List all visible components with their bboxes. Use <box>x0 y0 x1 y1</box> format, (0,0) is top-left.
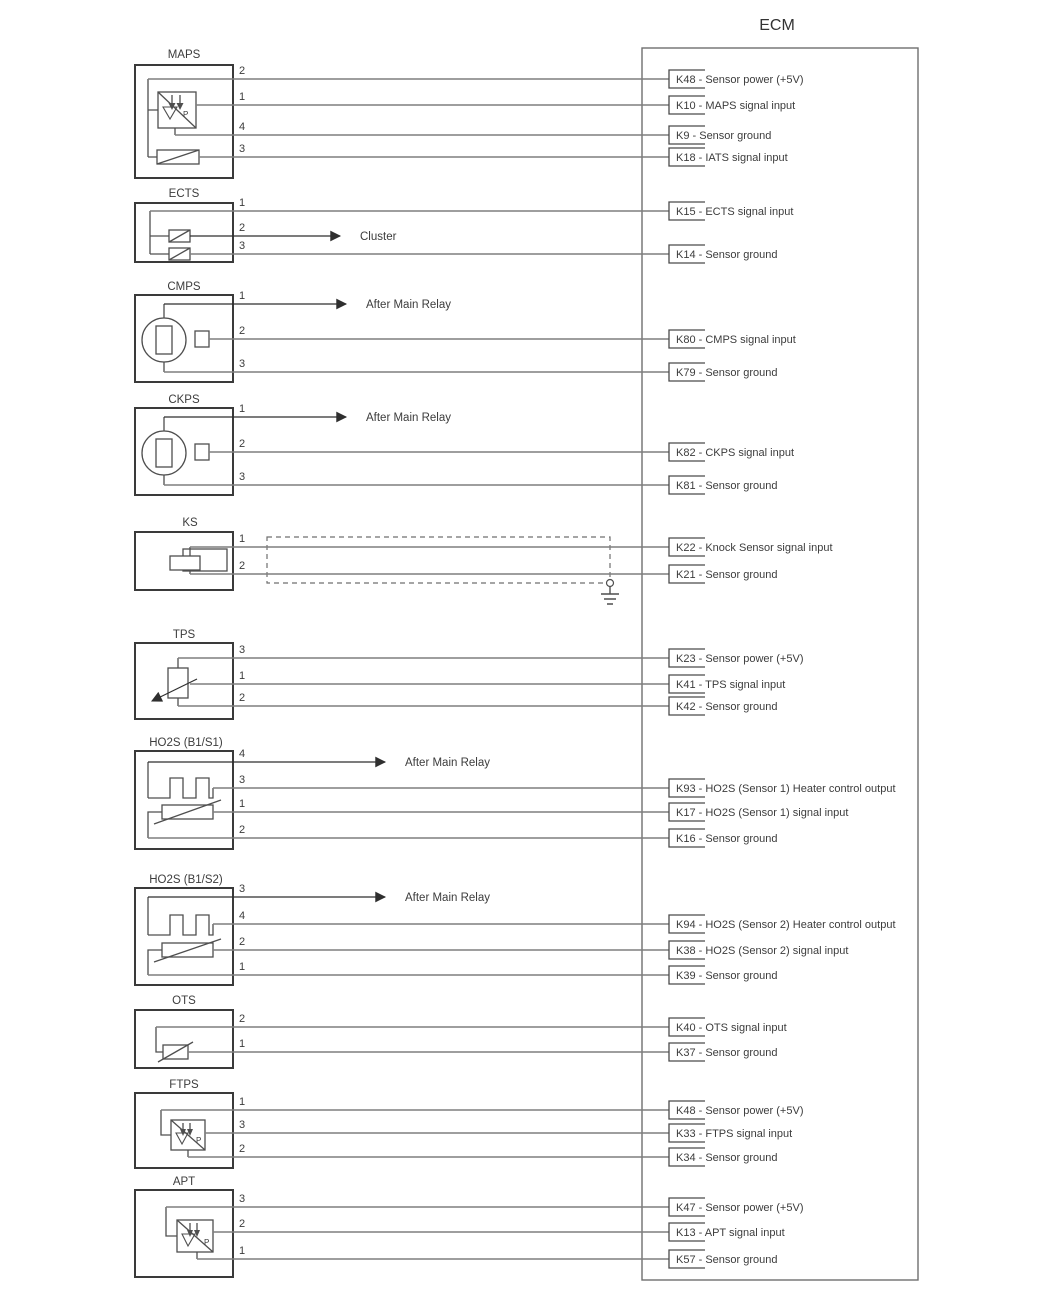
ecm-pin-row <box>156 1018 787 1036</box>
sensor-label: OTS <box>172 995 196 1007</box>
shield-ground-node <box>607 580 614 587</box>
ecm-pin-label: K41 - TPS signal input <box>676 679 786 691</box>
pin-number: 4 <box>239 910 246 922</box>
ecm-pin-row <box>190 245 778 263</box>
pin-number: 2 <box>239 1013 246 1025</box>
ecm-pin-label: K21 - Sensor ground <box>676 569 778 581</box>
ecm-pin-label: K37 - Sensor ground <box>676 1047 778 1059</box>
ecm-pin-label: K80 - CMPS signal input <box>676 334 796 346</box>
ecm-pin-label: K16 - Sensor ground <box>676 833 778 845</box>
ecm-pin-row <box>205 1124 792 1142</box>
ecm-pin-row <box>209 330 796 348</box>
ecm-pin-row <box>213 915 896 933</box>
ecm-pin-row <box>150 202 793 220</box>
ecm-pin-label: K81 - Sensor ground <box>676 480 778 492</box>
ecm-pin-label: K48 - Sensor power (+5V) <box>676 1105 804 1117</box>
pin-number: 2 <box>239 692 246 704</box>
ecm-pin-label: K47 - Sensor power (+5V) <box>676 1202 804 1214</box>
pressure-sensor-symbol <box>177 1220 213 1252</box>
ecm-pin-row <box>166 1198 803 1216</box>
ecm-pin-row <box>148 70 803 88</box>
ecm-pin-label: K93 - HO2S (Sensor 1) Heater control output <box>676 783 896 795</box>
pin-number: 1 <box>239 197 246 209</box>
sensor-ho2s-b1s2 <box>135 874 490 985</box>
pin-number: 1 <box>239 533 246 545</box>
ecm-pin-label: K15 - ECTS signal input <box>676 206 794 218</box>
pressure-letter: P <box>196 1136 202 1145</box>
ecm-pin-row <box>196 96 795 114</box>
pin-number: 4 <box>239 748 246 760</box>
pin-number: 3 <box>239 143 246 155</box>
sensor-box <box>135 888 233 985</box>
pin-number: 3 <box>239 774 246 786</box>
pin-number: 1 <box>239 1245 246 1257</box>
ecm-pin-row <box>190 675 785 693</box>
sensor-label: CMPS <box>167 281 201 293</box>
ecm-pin-label: K79 - Sensor ground <box>676 367 778 379</box>
sensor-cmps <box>135 281 451 382</box>
ecm-pin-label: K22 - Knock Sensor signal input <box>676 542 833 554</box>
ecm-pin-label: K42 - Sensor ground <box>676 701 778 713</box>
ecm-pin-row <box>178 649 803 667</box>
pin-number: 1 <box>239 290 246 302</box>
ecm-pin-row <box>213 941 848 959</box>
pin-number: 3 <box>239 240 246 252</box>
ecm-pin-row <box>213 1223 785 1241</box>
ecm-pin-row <box>161 1101 803 1119</box>
resistor-symbol <box>169 230 190 242</box>
ecm-pin-rows <box>148 70 896 1268</box>
sensor-ckps <box>135 394 451 495</box>
ecm-pin-label: K38 - HO2S (Sensor 2) signal input <box>676 945 849 957</box>
pressure-sensor-symbol <box>171 1120 205 1150</box>
pin-number: 1 <box>239 1038 246 1050</box>
relay-annotation: After Main Relay <box>366 412 452 424</box>
ecm-pin-label: K10 - MAPS signal input <box>676 100 796 112</box>
resistor-symbol <box>169 248 190 260</box>
sensor-ots <box>135 995 245 1068</box>
ecm-pin-label: K94 - HO2S (Sensor 2) Heater control output <box>676 919 896 931</box>
pin-number: 4 <box>239 121 246 133</box>
pin-number: 2 <box>239 936 246 948</box>
pin-number: 1 <box>239 403 246 415</box>
sensor-ects <box>135 188 397 262</box>
pin-number: 3 <box>239 883 246 895</box>
ecm-pin-label: K17 - HO2S (Sensor 1) signal input <box>676 807 849 819</box>
ecm-pin-row <box>197 1250 778 1268</box>
shield-dashed-box <box>267 537 610 583</box>
pressure-letter: P <box>183 110 189 119</box>
ecm-pin-label: K82 - CKPS signal input <box>676 447 795 459</box>
sensor-label: FTPS <box>169 1079 199 1091</box>
ecm-pin-label: K34 - Sensor ground <box>676 1152 778 1164</box>
ecm-pin-row <box>199 148 788 166</box>
ecm-pin-row <box>213 779 896 797</box>
ecm-pin-row <box>178 697 778 715</box>
ecm-pin-row <box>188 1043 778 1061</box>
pressure-letter: P <box>204 1238 210 1247</box>
resistor-symbol <box>157 150 199 164</box>
ecm-pin-row <box>164 363 778 381</box>
ecm-pin-label: K48 - Sensor power (+5V) <box>676 74 804 86</box>
sensor-label: MAPS <box>167 49 201 61</box>
pin-number: 2 <box>239 560 246 572</box>
pin-number: 1 <box>239 91 246 103</box>
sensor-apt <box>135 1176 245 1277</box>
sensor-label: HO2S (B1/S2) <box>149 874 223 886</box>
ecm-pin-label: K13 - APT signal input <box>676 1227 785 1239</box>
ecm-pin-label: K23 - Sensor power (+5V) <box>676 653 804 665</box>
ecm-pin-label: K39 - Sensor ground <box>676 970 778 982</box>
pin-number: 3 <box>239 471 246 483</box>
ecm-pin-label: K9 - Sensor ground <box>676 130 772 142</box>
ground-symbol <box>601 587 619 605</box>
sensor-maps <box>135 49 245 178</box>
ecm-pin-row <box>209 443 794 461</box>
sensor-label: CKPS <box>168 394 200 406</box>
sensor-label: APT <box>172 1176 196 1188</box>
sensor-ftps <box>135 1079 245 1168</box>
ecm-pin-label: K14 - Sensor ground <box>676 249 778 261</box>
sensor-label: ECTS <box>168 188 200 200</box>
pin-number: 2 <box>239 438 246 450</box>
pin-number: 2 <box>239 65 246 77</box>
ecm-title: ECM <box>759 17 795 34</box>
relay-annotation: After Main Relay <box>405 892 491 904</box>
ecm-pin-label: K33 - FTPS signal input <box>676 1128 793 1140</box>
ecm-pin-label: K57 - Sensor ground <box>676 1254 778 1266</box>
pin-number: 2 <box>239 325 246 337</box>
sensor-box <box>135 751 233 849</box>
relay-annotation: After Main Relay <box>405 757 491 769</box>
relay-annotation: After Main Relay <box>366 299 452 311</box>
ecm-pin-label: K18 - IATS signal input <box>676 152 788 164</box>
thermistor-symbol <box>158 1042 193 1062</box>
sensor-label: KS <box>182 517 198 529</box>
sensor-ks <box>135 517 619 604</box>
pin-number: 3 <box>239 644 246 656</box>
ecm-pin-row <box>190 538 833 556</box>
ecm-pin-row <box>213 803 848 821</box>
sensor-label: TPS <box>172 629 196 641</box>
pin-number: 1 <box>239 961 246 973</box>
pin-number: 3 <box>239 1119 246 1131</box>
pin-number: 2 <box>239 1143 246 1155</box>
pin-number: 1 <box>239 670 246 682</box>
ecm-pin-row <box>164 476 778 494</box>
pin-number: 2 <box>239 824 246 836</box>
pin-number: 1 <box>239 798 246 810</box>
pin-number: 1 <box>239 1096 246 1108</box>
pin-number: 2 <box>239 1218 246 1230</box>
ecm-pin-row <box>188 1148 778 1166</box>
sensor-ho2s-b1s1 <box>135 737 490 849</box>
ecm-pin-label: K40 - OTS signal input <box>676 1022 787 1034</box>
pin-number: 3 <box>239 358 246 370</box>
ecm-pin-row <box>175 126 771 144</box>
ecm-pin-row <box>190 565 778 583</box>
sensor-label: HO2S (B1/S1) <box>149 737 223 749</box>
cluster-annotation: Cluster <box>360 231 397 243</box>
pressure-sensor-symbol <box>158 92 196 128</box>
pin-number: 2 <box>239 222 246 234</box>
pin-number: 3 <box>239 1193 246 1205</box>
